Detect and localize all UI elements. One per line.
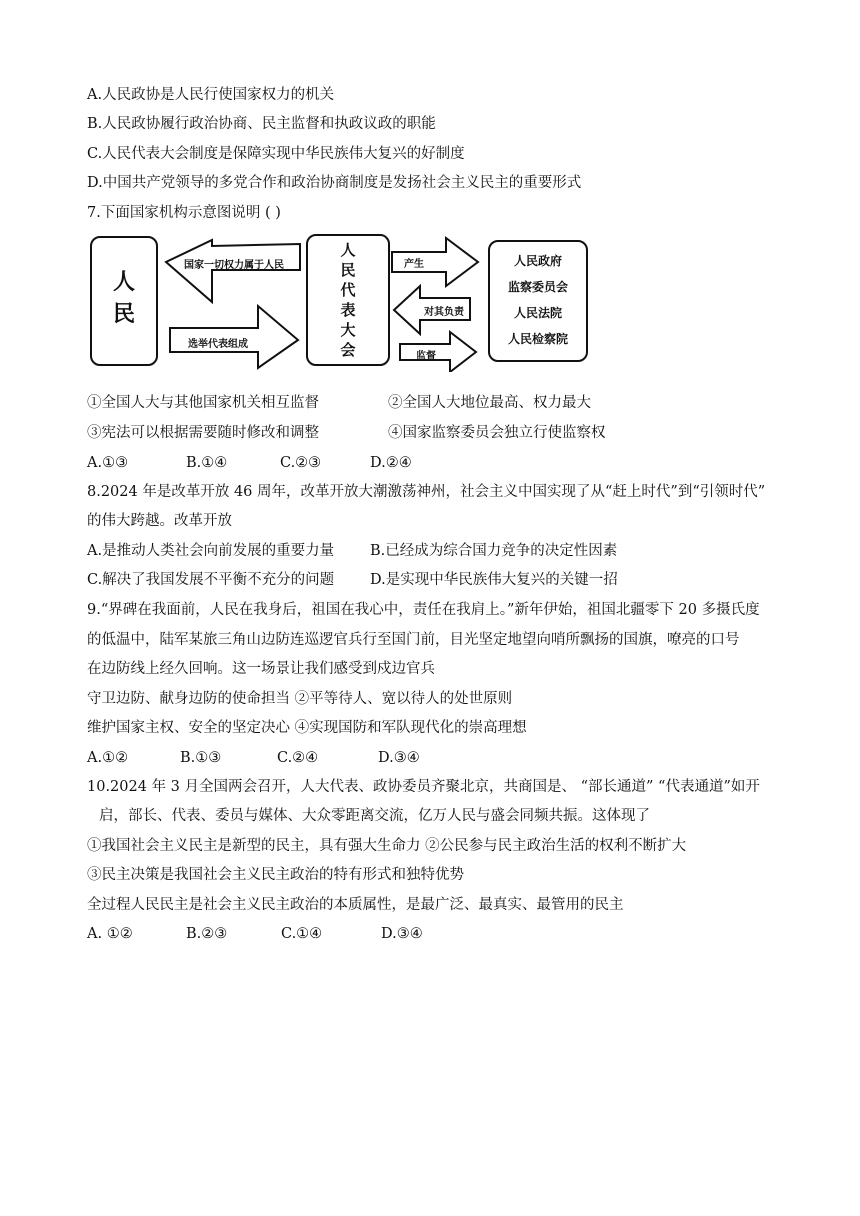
q9-stem-line-1: 9.“界碑在我面前，人民在我身后，祖国在我心中，责任在我肩上。”新年伊始，祖国北疆零下 20 多摄氏度 xyxy=(87,602,760,618)
q10-choice-d: D.③④ xyxy=(381,926,423,942)
q10-stem-line-2: 启，部长、代表、委员与媒体、大众零距离交流，亿万人民与盛会同频共振。这体现了 xyxy=(99,808,650,824)
q7-statement-2: ②全国人大地位最高、权力最大 xyxy=(388,395,591,411)
q9-statements-line-1: 守卫边防、献身边防的使命担当 ②平等待人、宽以待人的处世原则 xyxy=(87,691,513,707)
q10-statements-line-3: 全过程人民民主是社会主义民主政治的本质属性，是最广泛、最真实、最管用的民主 xyxy=(87,897,624,913)
q8-option-c: C.解决了我国发展不平衡不充分的问题 xyxy=(87,572,335,588)
npc-char-5: 大 xyxy=(340,321,356,339)
q7-stem: 7.下面国家机构示意图说明 ( ) xyxy=(87,205,281,221)
q9-stem-line-2: 的低温中，陆军某旅三角山边防连巡逻官兵行至国门前，目光坚定地望向哨所飘扬的国旗，嘹亮的口号 xyxy=(87,632,740,648)
q9-choice-d: D.③④ xyxy=(378,750,420,766)
q7-statement-4: ④国家监察委员会独立行使监察权 xyxy=(388,425,606,441)
npc-char-2: 民 xyxy=(340,261,356,279)
people-label-2: 民 xyxy=(112,302,135,327)
q9-stem-line-3: 在边防线上经久回响。这一场景让我们感受到戍边官兵 xyxy=(87,661,435,677)
q7-choice-c: C.②③ xyxy=(280,455,322,471)
q6-option-d: D.中国共产党领导的多党合作和政治协商制度是发扬社会主义民主的重要形式 xyxy=(87,175,582,191)
label-responsible: 对其负责 xyxy=(424,307,464,318)
organs-box xyxy=(488,240,588,362)
organ-court: 人民法院 xyxy=(513,306,562,320)
q7-choice-d: D.②④ xyxy=(370,455,412,471)
arrow-supervise xyxy=(400,332,476,372)
q10-statements-line-2: ③民主决策是我国社会主义民主政治的特有形式和独特优势 xyxy=(87,867,464,883)
npc-char-4: 表 xyxy=(340,301,356,319)
organ-supervisory: 监察委员会 xyxy=(507,280,568,294)
q8-option-b: B.已经成为综合国力竞争的决定性因素 xyxy=(370,543,618,559)
npc-box xyxy=(306,234,390,366)
q7-choice-b: B.①④ xyxy=(186,455,228,471)
q8-option-d: D.是实现中华民族伟大复兴的关键一招 xyxy=(370,572,618,588)
state-organ-diagram xyxy=(88,232,598,372)
q8-option-a: A.是推动人类社会向前发展的重要力量 xyxy=(87,543,335,559)
q8-stem-line-2: 的伟大跨越。改革开放 xyxy=(87,513,232,529)
q7-statement-1: ①全国人大与其他国家机关相互监督 xyxy=(87,395,319,411)
q6-option-b: B.人民政协履行政治协商、民主监督和执政议政的职能 xyxy=(87,116,436,132)
organ-government: 人民政府 xyxy=(513,254,562,268)
organ-procuratorate: 人民检察院 xyxy=(507,332,568,346)
npc-char-1: 人 xyxy=(340,241,356,259)
q10-choice-b: B.②③ xyxy=(186,926,228,942)
npc-char-3: 代 xyxy=(340,281,356,299)
q10-statements-line-1: ①我国社会主义民主是新型的民主，具有强大生命力 ②公民参与民主政治生活的权利不断扩大 xyxy=(87,838,687,854)
q10-choice-c: C.①④ xyxy=(281,926,323,942)
q6-option-c: C.人民代表大会制度是保障实现中华民族伟大复兴的好制度 xyxy=(87,146,465,162)
q6-option-a: A.人民政协是人民行使国家权力的机关 xyxy=(87,87,335,103)
q9-choice-b: B.①③ xyxy=(180,750,222,766)
q9-choice-a: A.①② xyxy=(87,750,129,766)
npc-char-6: 会 xyxy=(340,341,356,359)
q7-statement-3: ③宪法可以根据需要随时修改和调整 xyxy=(87,425,319,441)
people-label-1: 人 xyxy=(112,270,135,295)
label-produce: 产生 xyxy=(404,259,424,270)
q9-statements-line-2: 维护国家主权、安全的坚定决心 ④实现国防和军队现代化的崇高理想 xyxy=(87,720,527,736)
label-supervise: 监督 xyxy=(416,351,436,362)
q7-choice-a: A.①③ xyxy=(87,455,129,471)
q10-choice-a: A. ①② xyxy=(87,926,133,942)
arrow-power-belongs xyxy=(166,240,300,302)
q9-choice-c: C.②④ xyxy=(277,750,319,766)
label-elect-representatives: 选举代表组成 xyxy=(188,339,248,350)
label-power-belongs: 国家一切权力属于人民 xyxy=(184,260,284,271)
q10-stem-line-1: 10.2024 年 3 月全国两会召开，人大代表、政协委员齐聚北京，共商国是、 “部长通道” “代表通道”如开 xyxy=(87,779,760,795)
q8-stem-line-1: 8.2024 年是改革开放 46 周年，改革开放大潮激荡神州，社会主义中国实现了从“赶上时代”到“引领时代” xyxy=(87,484,766,500)
